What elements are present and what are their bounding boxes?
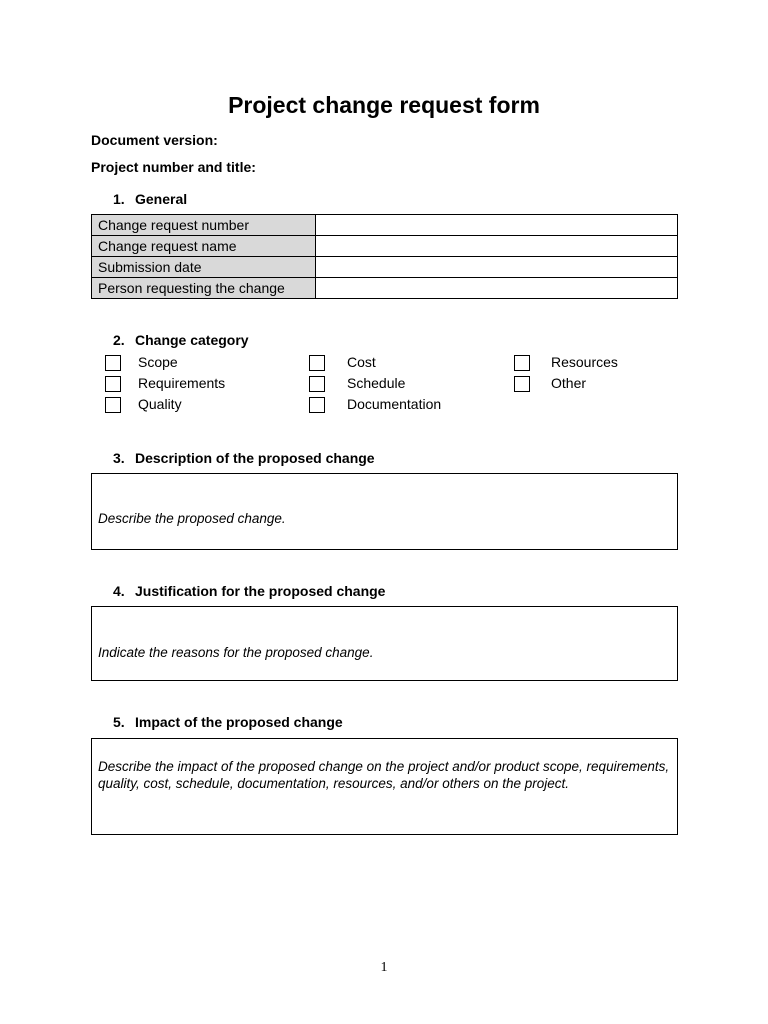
cost-label: Cost	[347, 354, 376, 370]
section-number: 2.	[113, 332, 125, 348]
impact-textbox[interactable]	[91, 738, 678, 835]
page-number: 1	[380, 960, 388, 975]
quality-label: Quality	[138, 396, 182, 412]
section-description-heading	[113, 450, 375, 466]
section-number: 1.	[113, 191, 125, 207]
justification-placeholder: Indicate the reasons for the proposed change.	[98, 645, 374, 660]
table-row	[92, 236, 678, 257]
section-title: Description of the proposed change	[135, 450, 375, 466]
page-title: Project change request form	[228, 92, 540, 118]
description-textbox[interactable]	[91, 473, 678, 550]
section-general-heading	[113, 191, 187, 207]
section-title: Change category	[135, 332, 249, 348]
submission-date-field[interactable]	[316, 257, 678, 278]
documentation-label: Documentation	[347, 396, 442, 412]
documentation-checkbox[interactable]	[309, 397, 325, 413]
section-number: 4.	[113, 583, 125, 599]
cost-checkbox[interactable]	[309, 355, 325, 371]
change-request-number-label: Change request number	[92, 215, 316, 236]
submission-date-label: Submission date	[92, 257, 316, 278]
general-info-table	[91, 214, 678, 299]
change-request-number-field[interactable]	[316, 215, 678, 236]
section-impact-heading	[113, 714, 343, 730]
impact-placeholder: Describe the impact of the proposed change on the project and/or product scope, requirements, quality, cost, schedule, documentation, resources, and/or others on the project.	[98, 759, 670, 791]
requirements-checkbox[interactable]	[105, 376, 121, 392]
table-row	[92, 215, 678, 236]
section-number: 3.	[113, 450, 125, 466]
section-title: Impact of the proposed change	[135, 714, 343, 730]
resources-label: Resources	[551, 354, 618, 370]
scope-label: Scope	[138, 354, 178, 370]
project-number-title-label: Project number and title:	[91, 159, 256, 175]
requirements-label: Requirements	[138, 375, 226, 391]
resources-checkbox[interactable]	[514, 355, 530, 371]
change-request-name-field[interactable]	[316, 236, 678, 257]
table-row	[92, 257, 678, 278]
section-justification-heading	[113, 583, 385, 599]
scope-checkbox[interactable]	[105, 355, 121, 371]
document-version-label: Document version:	[91, 132, 218, 148]
person-requesting-label: Person requesting the change	[92, 278, 316, 299]
section-category-heading	[113, 332, 249, 348]
person-requesting-field[interactable]	[316, 278, 678, 299]
description-placeholder: Describe the proposed change.	[98, 511, 286, 526]
justification-textbox[interactable]	[91, 606, 678, 681]
quality-checkbox[interactable]	[105, 397, 121, 413]
schedule-label: Schedule	[347, 375, 406, 391]
change-request-name-label: Change request name	[92, 236, 316, 257]
table-row	[92, 278, 678, 299]
other-label: Other	[551, 375, 587, 391]
section-title: Justification for the proposed change	[135, 583, 386, 599]
section-number: 5.	[113, 714, 125, 730]
schedule-checkbox[interactable]	[309, 376, 325, 392]
section-title: General	[135, 191, 188, 207]
other-checkbox[interactable]	[514, 376, 530, 392]
